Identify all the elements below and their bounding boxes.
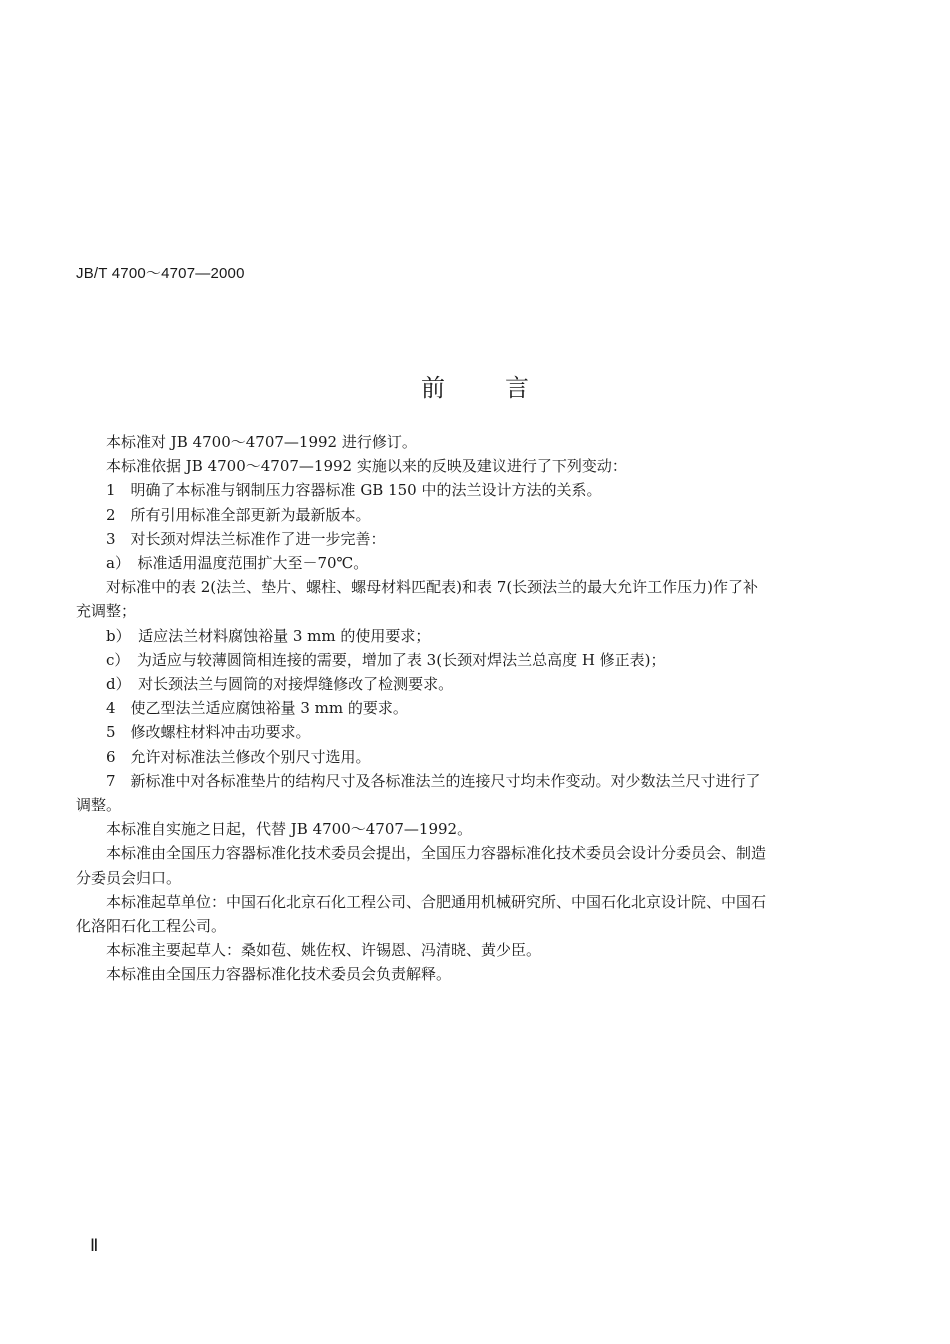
title-char-2: 言 — [505, 374, 529, 402]
standard-code: JB/T 4700～4707—2000 — [76, 265, 245, 282]
list-item: 4 使乙型法兰适应腐蚀裕量 3 mm 的要求。 — [106, 699, 408, 718]
paragraph: 本标准起草单位：中国石化北京石化工程公司、合肥通用机械研究所、中国石化北京设计院、中国石化洛阳石化工程公司。 — [76, 892, 767, 936]
page-number: Ⅱ — [90, 1236, 99, 1255]
list-item: 2 所有引用标准全部更新为最新版本。 — [106, 505, 371, 524]
sub-list-item: a） 标准适用温度范围扩大至－70℃。 — [106, 554, 369, 573]
sub-list-item: b） 适应法兰材料腐蚀裕量 3 mm 的使用要求； — [106, 626, 431, 645]
paragraph: 本标准依据 JB 4700～4707—1992 实施以来的反映及建议进行了下列变动： — [106, 457, 627, 476]
foreword-body — [76, 430, 772, 987]
list-item: 7 新标准中对各标准垫片的结构尺寸及各标准法兰的连接尺寸均未作变动。对少数法兰尺寸进行了调整。 — [76, 771, 761, 815]
page-title — [0, 368, 950, 403]
list-item: 1 明确了本标准与钢制压力容器标准 GB 150 中的法兰设计方法的关系。 — [106, 481, 602, 500]
sub-list-item: c） 为适应与较薄圆筒相连接的需要，增加了表 3(长颈对焊法兰总高度 H 修正表)； — [106, 650, 666, 669]
list-item: 5 修改螺柱材料冲击功要求。 — [106, 723, 311, 742]
paragraph: 本标准主要起草人：桑如苞、姚佐权、许锡恩、冯清晓、黄少臣。 — [106, 941, 542, 960]
list-item: 3 对长颈对焊法兰标准作了进一步完善： — [106, 529, 386, 548]
paragraph: 本标准由全国压力容器标准化技术委员会提出，全国压力容器标准化技术委员会设计分委员会、制造分委员会归口。 — [76, 844, 767, 887]
list-item: 6 允许对标准法兰修改个别尺寸选用。 — [106, 747, 371, 766]
paragraph: 本标准由全国压力容器标准化技术委员会负责解释。 — [106, 965, 452, 984]
sub-list-item: d） 对长颈法兰与圆筒的对接焊缝修改了检测要求。 — [106, 675, 454, 694]
paragraph: 本标准自实施之日起，代替 JB 4700～4707—1992。 — [106, 820, 473, 839]
title-char-1: 前 — [421, 374, 445, 402]
paragraph: 本标准对 JB 4700～4707—1992 进行修订。 — [106, 433, 417, 451]
paragraph: 对标准中的表 2(法兰、垫片、螺柱、螺母材料匹配表)和表 7(长颈法兰的最大允许工作压力)作了补充调整； — [76, 578, 759, 621]
